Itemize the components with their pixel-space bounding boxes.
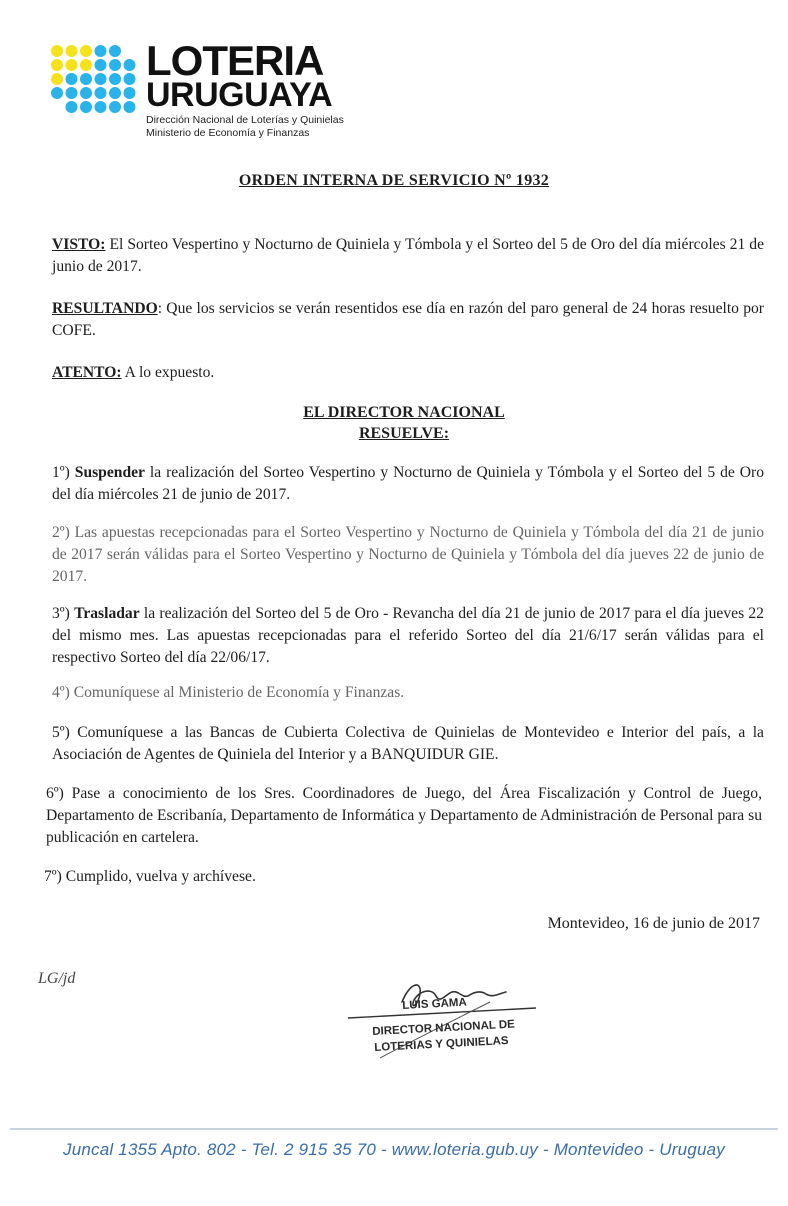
logo-dot [66,59,78,71]
logo-dot [80,87,92,99]
item-text: Comuníquese al Ministerio de Economía y Finanzas. [73,684,405,701]
signature-block [340,972,560,1072]
logo-dot [66,101,78,113]
resultando-label: RESULTANDO [52,300,158,317]
brand-subtitle-2: Ministerio de Economía y Finanzas [146,127,310,139]
signatory-name: LUIS GAMA [402,996,468,1012]
item-text: la realización del Sorteo del 5 de Oro - Revancha del día 21 de junio de 2017 para el día jueves 22 del mismo mes. Las apuestas recepcionadas para el referido Sorteo del día 21/6/17 serán válidas para el respectivo Sorteo del día 22/06/17. [52,605,764,666]
resolution-item-7 [44,866,756,888]
logo-dot [95,45,107,57]
atento-text: A lo expuesto. [121,364,215,381]
logo-dot [51,45,63,57]
item-keyword: Trasladar [74,605,140,622]
resolution-item-3 [52,603,764,669]
logo-dot [95,73,107,85]
resultando-paragraph [52,298,764,342]
logo-dots-icon [50,44,140,114]
item-number: 4º) [52,684,74,701]
typist-initials: LG/jd [38,970,76,987]
atento-paragraph [52,362,764,384]
atento-label: ATENTO: [52,364,122,381]
item-number: 7º) [44,868,66,885]
logo-dot [95,59,107,71]
resolution-item-5 [52,722,764,766]
signatory-title-2: LOTERIAS Y QUINIELAS [374,1034,509,1054]
logo-dot [66,87,78,99]
visto-label: VISTO: [52,236,106,253]
item-text: Comuníquese a las Bancas de Cubierta Colectiva de Quinielas de Montevideo e Interior del país, a la Asociación de Agentes de Quiniela del Interior y a BANQUIDUR GIE. [52,724,764,763]
logo-dot [95,87,107,99]
resuelve-heading: RESUELVE: [358,425,450,442]
logo-dot [51,59,63,71]
signatory-title-1: DIRECTOR NACIONAL DE [372,1018,516,1038]
item-number: 3º) [52,605,75,622]
logo-dot [80,59,92,71]
logo-dot [51,73,63,85]
logo-dot [80,45,92,57]
footer-contact: Juncal 1355 Apto. 802 - Tel. 2 915 35 70 - www.loteria.gub.uy - Montevideo - Uruguay [63,1140,725,1159]
document-date: Montevideo, 16 de junio de 2017 [547,915,760,932]
logo-dot [51,87,63,99]
logo-dot [109,59,121,71]
footer-divider [10,1128,778,1130]
logo-dot [124,101,136,113]
brand-name-line1: LOTERIA [146,37,324,84]
item-number: 1º) [52,464,75,481]
item-text: la realización del Sorteo Vespertino y Nocturno de Quiniela y Tómbola y el Sorteo del 5 de Oro del día miércoles 21 de junio de 2017. [52,464,764,503]
logo-dot [80,101,92,113]
loteria-logo [50,37,350,142]
item-text: Pase a conocimiento de los Sres. Coordinadores de Juego, del Área Fiscalización y Control de Juego, Departamento de Escribanía, Departamento de Informática y Departamento de Administración de Personal para su publicación en cartelera. [46,785,762,846]
resultando-text: : Que los servicios se verán resentidos ese día en razón del paro general de 24 horas resuelto por COFE. [52,300,764,339]
resolution-item-2 [52,522,764,588]
visto-paragraph [52,234,764,278]
logo-dot [124,59,136,71]
item-text: Las apuestas recepcionadas para el Sorteo Vespertino y Nocturno de Quiniela y Tómbola del día 21 de junio de 2017 serán válidas para el Sorteo Vespertino y Nocturno de Quiniela y Tómbola del día jueves 22 de junio de 2017. [52,524,764,585]
logo-dot [109,101,121,113]
logo-dot [80,73,92,85]
item-number: 2º) [52,524,75,541]
director-heading: EL DIRECTOR NACIONAL [303,404,505,421]
item-number: 6º) [46,785,72,802]
item-keyword: Suspender [74,464,145,481]
item-number: 5º) [52,724,78,741]
logo-dot [109,45,121,57]
logo-dot [66,45,78,57]
logo-dot [109,73,121,85]
logo-dot [124,87,136,99]
resolution-item-1 [52,462,764,506]
logo-dot [66,73,78,85]
logo-dot [95,101,107,113]
logo-dot [124,73,136,85]
brand-subtitle-1: Dirección Nacional de Loterías y Quinielas [146,114,344,126]
resolution-item-6 [46,783,762,849]
brand-name-line2: URUGUAYA [146,76,333,114]
visto-text: El Sorteo Vespertino y Nocturno de Quiniela y Tómbola y el Sorteo del 5 de Oro del día miércoles 21 de junio de 2017. [52,236,764,275]
document-title: ORDEN INTERNA DE SERVICIO Nº 1932 [238,172,550,189]
resolution-item-4 [52,682,764,704]
item-text: Cumplido, vuelva y archívese. [65,868,256,885]
logo-dot [109,87,121,99]
